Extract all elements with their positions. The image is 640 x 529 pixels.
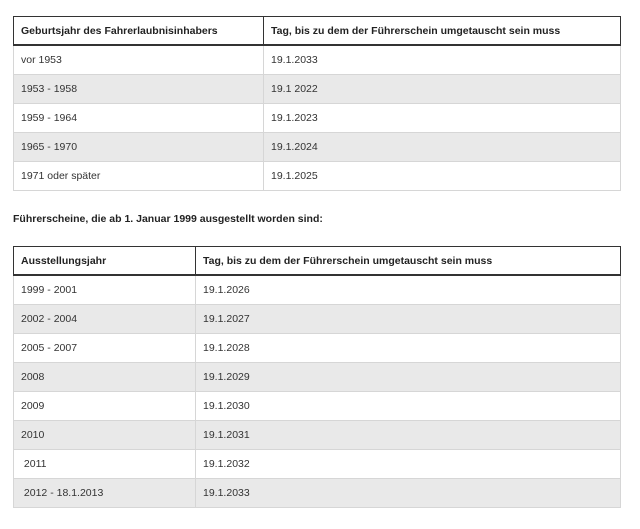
table-row	[14, 133, 621, 162]
birth-year-cell: 1971 oder später	[14, 162, 264, 191]
deadline-cell: 19.1.2025	[264, 162, 621, 191]
table-row	[14, 275, 621, 305]
deadline-cell: 19.1.2023	[264, 104, 621, 133]
table-row	[14, 75, 621, 104]
table-row	[14, 421, 621, 450]
section-subheading: Führerscheine, die ab 1. Januar 1999 ausgestellt worden sind:	[13, 213, 323, 225]
deadline-cell: 19.1.2026	[196, 275, 621, 305]
deadline-cell: 19.1.2028	[196, 334, 621, 363]
deadline-cell: 19.1.2033	[196, 479, 621, 508]
column-header-issue-year: Ausstellungsjahr	[14, 247, 196, 276]
deadline-cell: 19.1.2032	[196, 450, 621, 479]
issue-year-cell: 2005 - 2007	[14, 334, 196, 363]
table-row	[14, 392, 621, 421]
table-row	[14, 363, 621, 392]
table-row	[14, 334, 621, 363]
deadline-cell: 19.1.2030	[196, 392, 621, 421]
table-row	[14, 450, 621, 479]
column-header-deadline: Tag, bis zu dem der Führerschein umgetauscht sein muss	[196, 247, 621, 276]
deadline-cell: 19.1.2031	[196, 421, 621, 450]
issue-year-cell: 2010	[14, 421, 196, 450]
table-row	[14, 162, 621, 191]
table-header-row	[14, 17, 621, 46]
table-row	[14, 104, 621, 133]
deadline-cell: 19.1.2033	[264, 45, 621, 75]
deadline-cell: 19.1.2029	[196, 363, 621, 392]
issue-year-cell: 2002 - 2004	[14, 305, 196, 334]
issue-year-cell: 2011	[14, 450, 196, 479]
column-header-birth-year: Geburtsjahr des Fahrerlaubnisinhabers	[14, 17, 264, 46]
table-row	[14, 45, 621, 75]
issue-year-cell: 2009	[14, 392, 196, 421]
birth-year-exchange-table	[13, 16, 621, 191]
column-header-deadline: Tag, bis zu dem der Führerschein umgetauscht sein muss	[264, 17, 621, 46]
deadline-cell: 19.1.2027	[196, 305, 621, 334]
birth-year-cell: 1953 - 1958	[14, 75, 264, 104]
table-row	[14, 305, 621, 334]
birth-year-cell: vor 1953	[14, 45, 264, 75]
table-header-row	[14, 247, 621, 276]
issue-year-cell: 2012 - 18.1.2013	[14, 479, 196, 508]
table-row	[14, 479, 621, 508]
issue-year-cell: 2008	[14, 363, 196, 392]
deadline-cell: 19.1 2022	[264, 75, 621, 104]
birth-year-cell: 1959 - 1964	[14, 104, 264, 133]
birth-year-cell: 1965 - 1970	[14, 133, 264, 162]
issue-year-cell: 1999 - 2001	[14, 275, 196, 305]
deadline-cell: 19.1.2024	[264, 133, 621, 162]
issue-year-exchange-table	[13, 246, 621, 508]
